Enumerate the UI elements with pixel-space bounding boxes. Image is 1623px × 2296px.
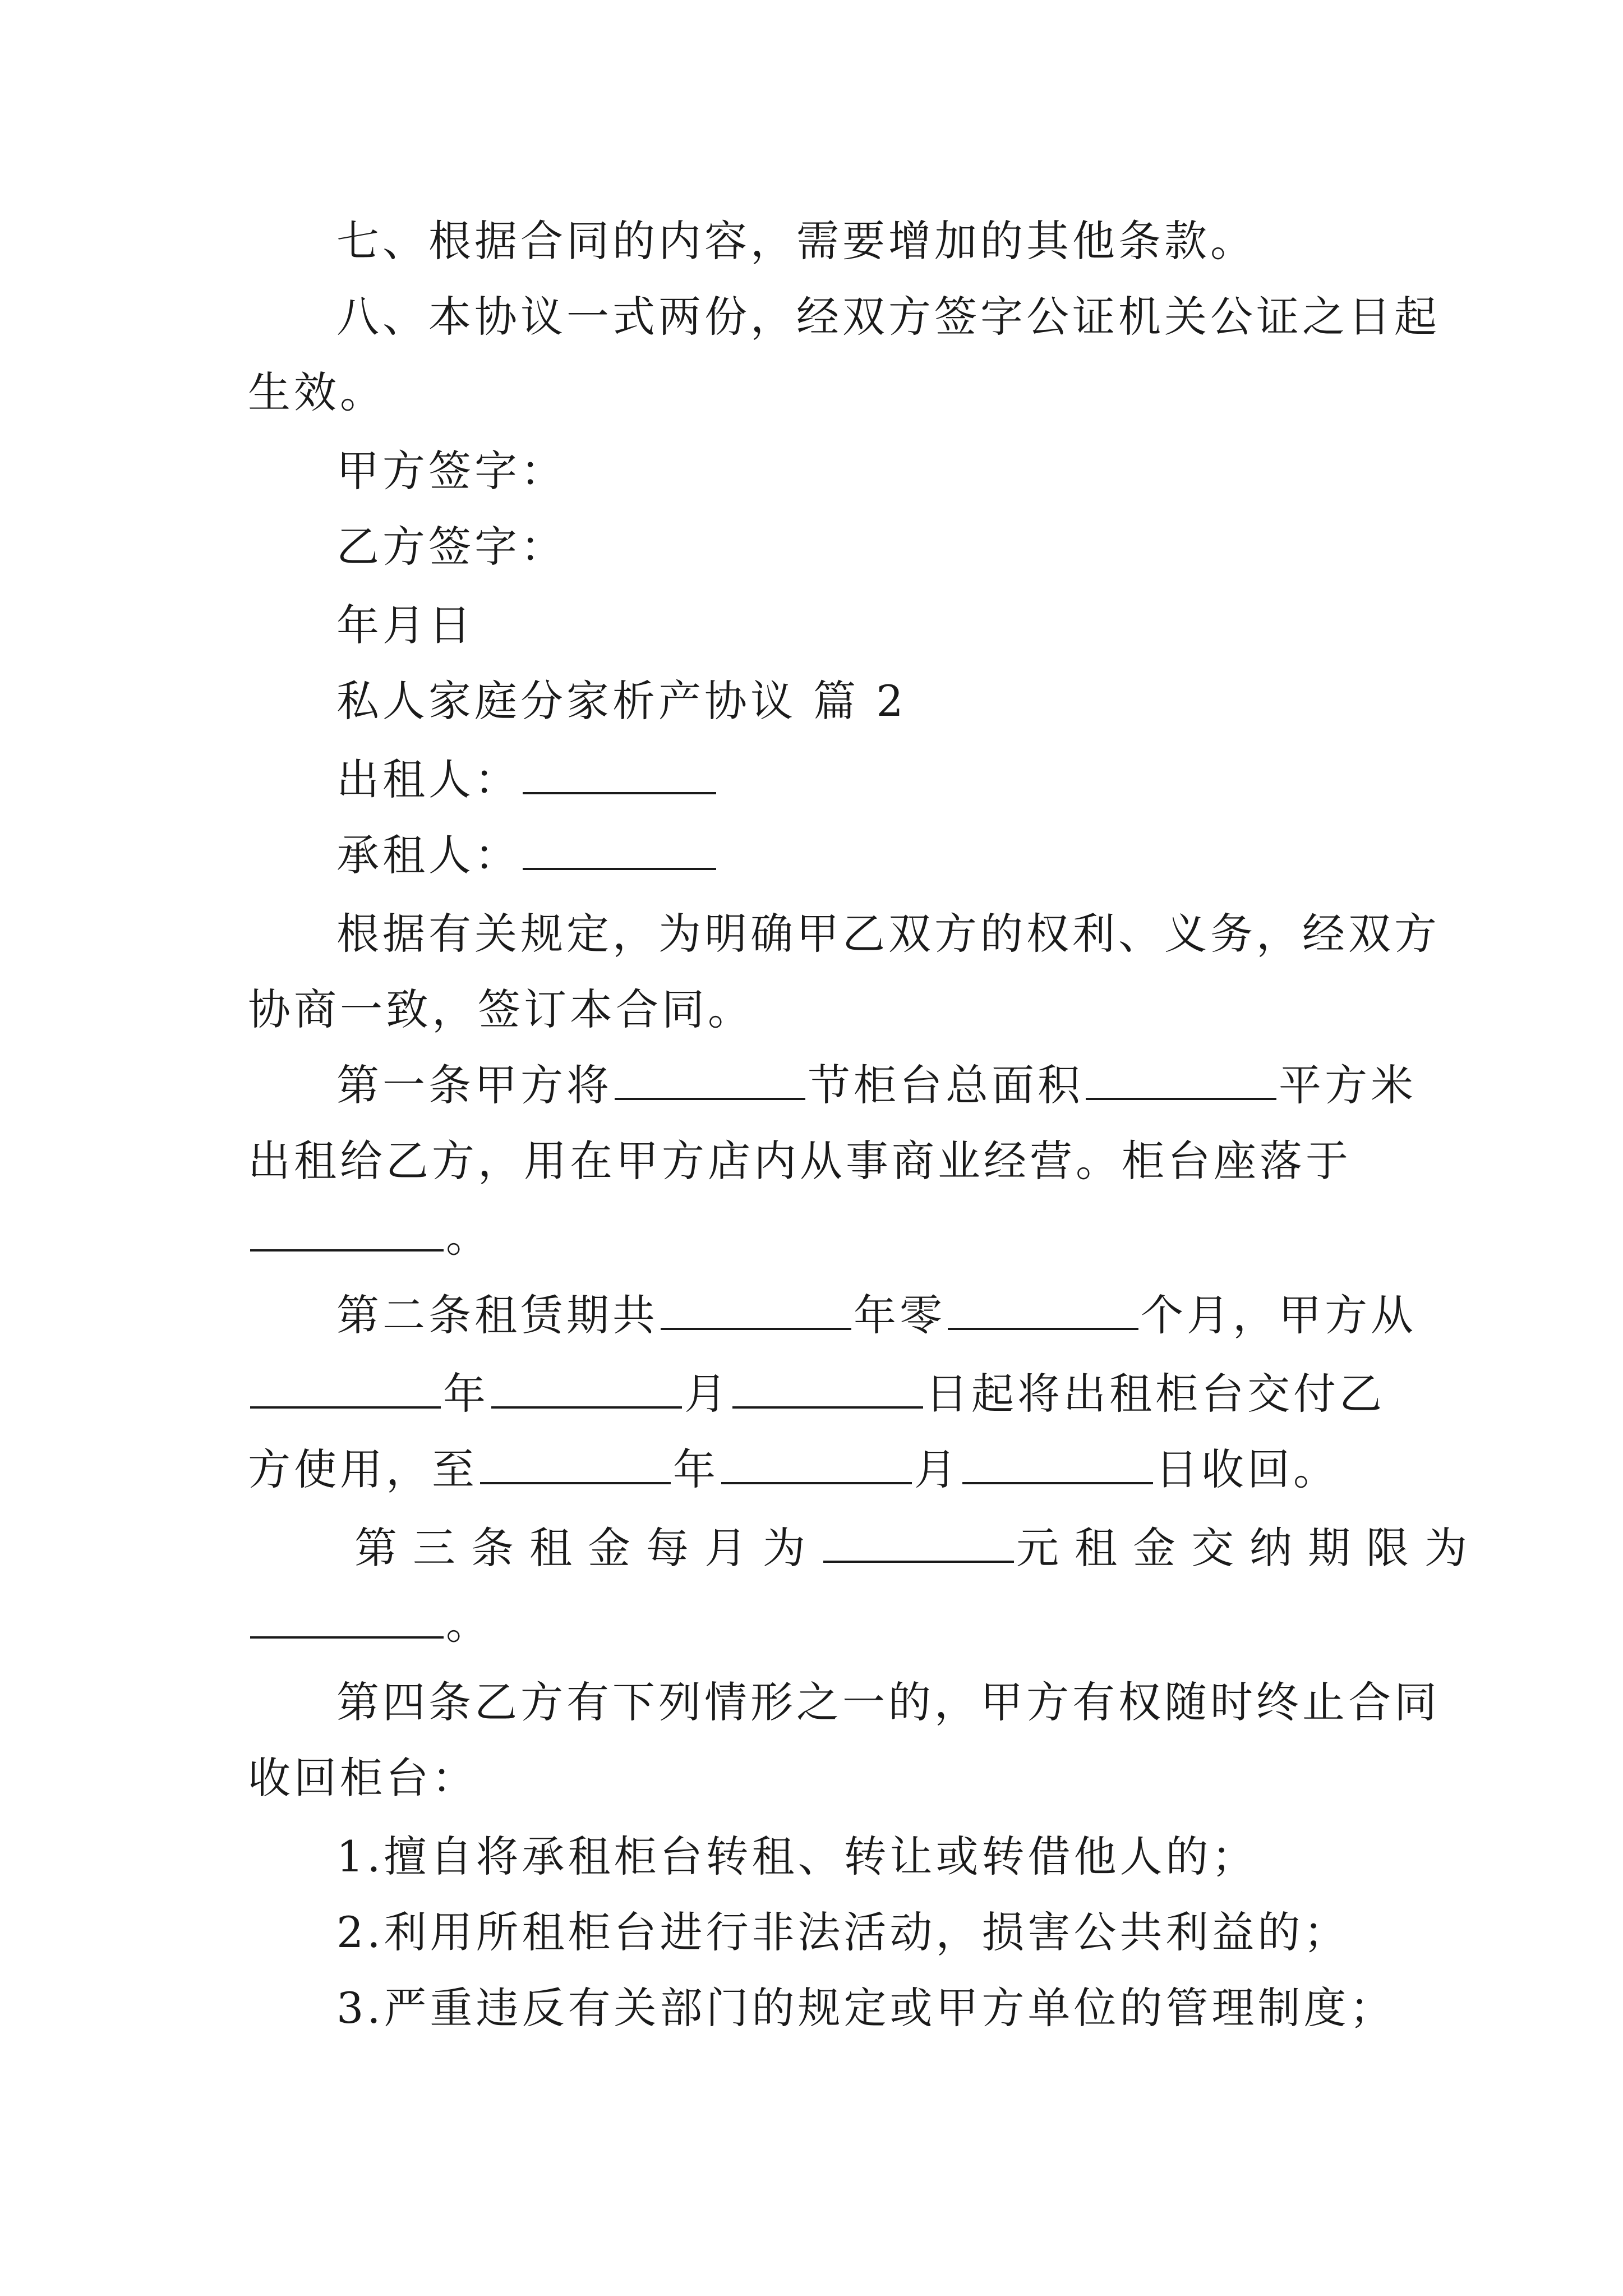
party-a-signature-label: 甲方签字：	[336, 446, 566, 496]
signature-date: 年月日	[336, 600, 474, 650]
article4-item1: 1.擅自将承租柜台转租、转让或转借他人的；	[336, 1832, 1258, 1881]
article2-blank-start-month	[491, 1372, 682, 1409]
article2-blank-end-year	[480, 1447, 671, 1484]
article2-blank-months	[948, 1293, 1138, 1330]
article4-line2: 收回柜台：	[248, 1753, 478, 1803]
article2-blank-start-year	[250, 1372, 441, 1409]
article2-blank-years	[661, 1293, 851, 1330]
article1-blank-location	[250, 1214, 444, 1251]
article1-text-c: 平方米	[1279, 1060, 1417, 1110]
article3-blank-deadline	[250, 1602, 444, 1639]
article2-blank-end-day	[962, 1447, 1153, 1484]
lessor-label: 出租人：	[336, 754, 520, 804]
article2-end-month-label: 月	[914, 1444, 960, 1494]
article1-text-a: 第一条甲方将	[336, 1060, 612, 1110]
article2-text-c: 个月，甲方从	[1141, 1290, 1417, 1340]
lessor-line	[336, 754, 718, 805]
article2-line3-start: 方使用，至	[248, 1444, 478, 1494]
party-b-signature-label: 乙方签字：	[336, 522, 566, 572]
article2-text-b: 年零	[854, 1290, 946, 1340]
article1-line3	[248, 1212, 492, 1262]
article4-line1: 第四条乙方有下列情形之一的，甲方有权随时终止合同	[336, 1677, 1440, 1727]
article2-text-a: 第二条租赁期共	[336, 1290, 658, 1340]
article2-blank-end-month	[721, 1447, 912, 1484]
article3-line2	[248, 1599, 492, 1649]
article2-line3	[248, 1444, 1339, 1495]
article2-year-label: 年	[443, 1369, 489, 1419]
lessee-blank	[523, 833, 716, 870]
article3-end: 。	[446, 1599, 492, 1649]
article4-item3: 3.严重违反有关部门的规定或甲方单位的管理制度；	[336, 1983, 1396, 2033]
lessee-line	[336, 830, 718, 881]
clause-eight-line1: 八、本协议一式两份，经双方签字公证机关公证之日起	[336, 292, 1440, 342]
article1-end: 。	[446, 1212, 492, 1262]
lessee-label: 承租人：	[336, 830, 520, 880]
intro-line2: 协商一致，签订本合同。	[248, 984, 754, 1034]
article3-line1	[354, 1523, 1483, 1573]
article2-month-label: 月	[684, 1369, 730, 1419]
article4-item2: 2.利用所租柜台进行非法活动，损害公共利益的；	[336, 1907, 1350, 1957]
article3-text-b: 元租金交纳期限为	[1016, 1523, 1483, 1573]
intro-line1: 根据有关规定，为明确甲乙双方的权利、义务，经双方	[336, 909, 1440, 959]
article2-end-year-label: 年	[673, 1444, 719, 1494]
section-title: 私人家庭分家析产协议 篇 2	[336, 676, 907, 726]
article1-text-b: 节柜台总面积	[808, 1060, 1083, 1110]
article2-blank-start-day	[732, 1372, 923, 1409]
article2-line2-rest: 日起将出租柜台交付乙	[925, 1369, 1385, 1419]
article1-line2: 出租给乙方，用在甲方店内从事商业经营。柜台座落于	[248, 1136, 1352, 1186]
article3-blank-rent	[823, 1526, 1014, 1563]
article1-blank-sections	[615, 1063, 805, 1100]
article1-blank-area	[1086, 1063, 1276, 1100]
article2-line1	[336, 1290, 1417, 1341]
article3-text-a: 第三条租金每月为	[354, 1523, 821, 1573]
article2-line2	[248, 1369, 1385, 1419]
lessor-blank	[523, 757, 716, 794]
article1-line1	[336, 1060, 1417, 1111]
article2-line3-end: 日收回。	[1155, 1444, 1339, 1494]
clause-seven: 七、根据合同的内容，需要增加的其他条款。	[336, 216, 1256, 266]
clause-eight-line2: 生效。	[248, 367, 386, 417]
